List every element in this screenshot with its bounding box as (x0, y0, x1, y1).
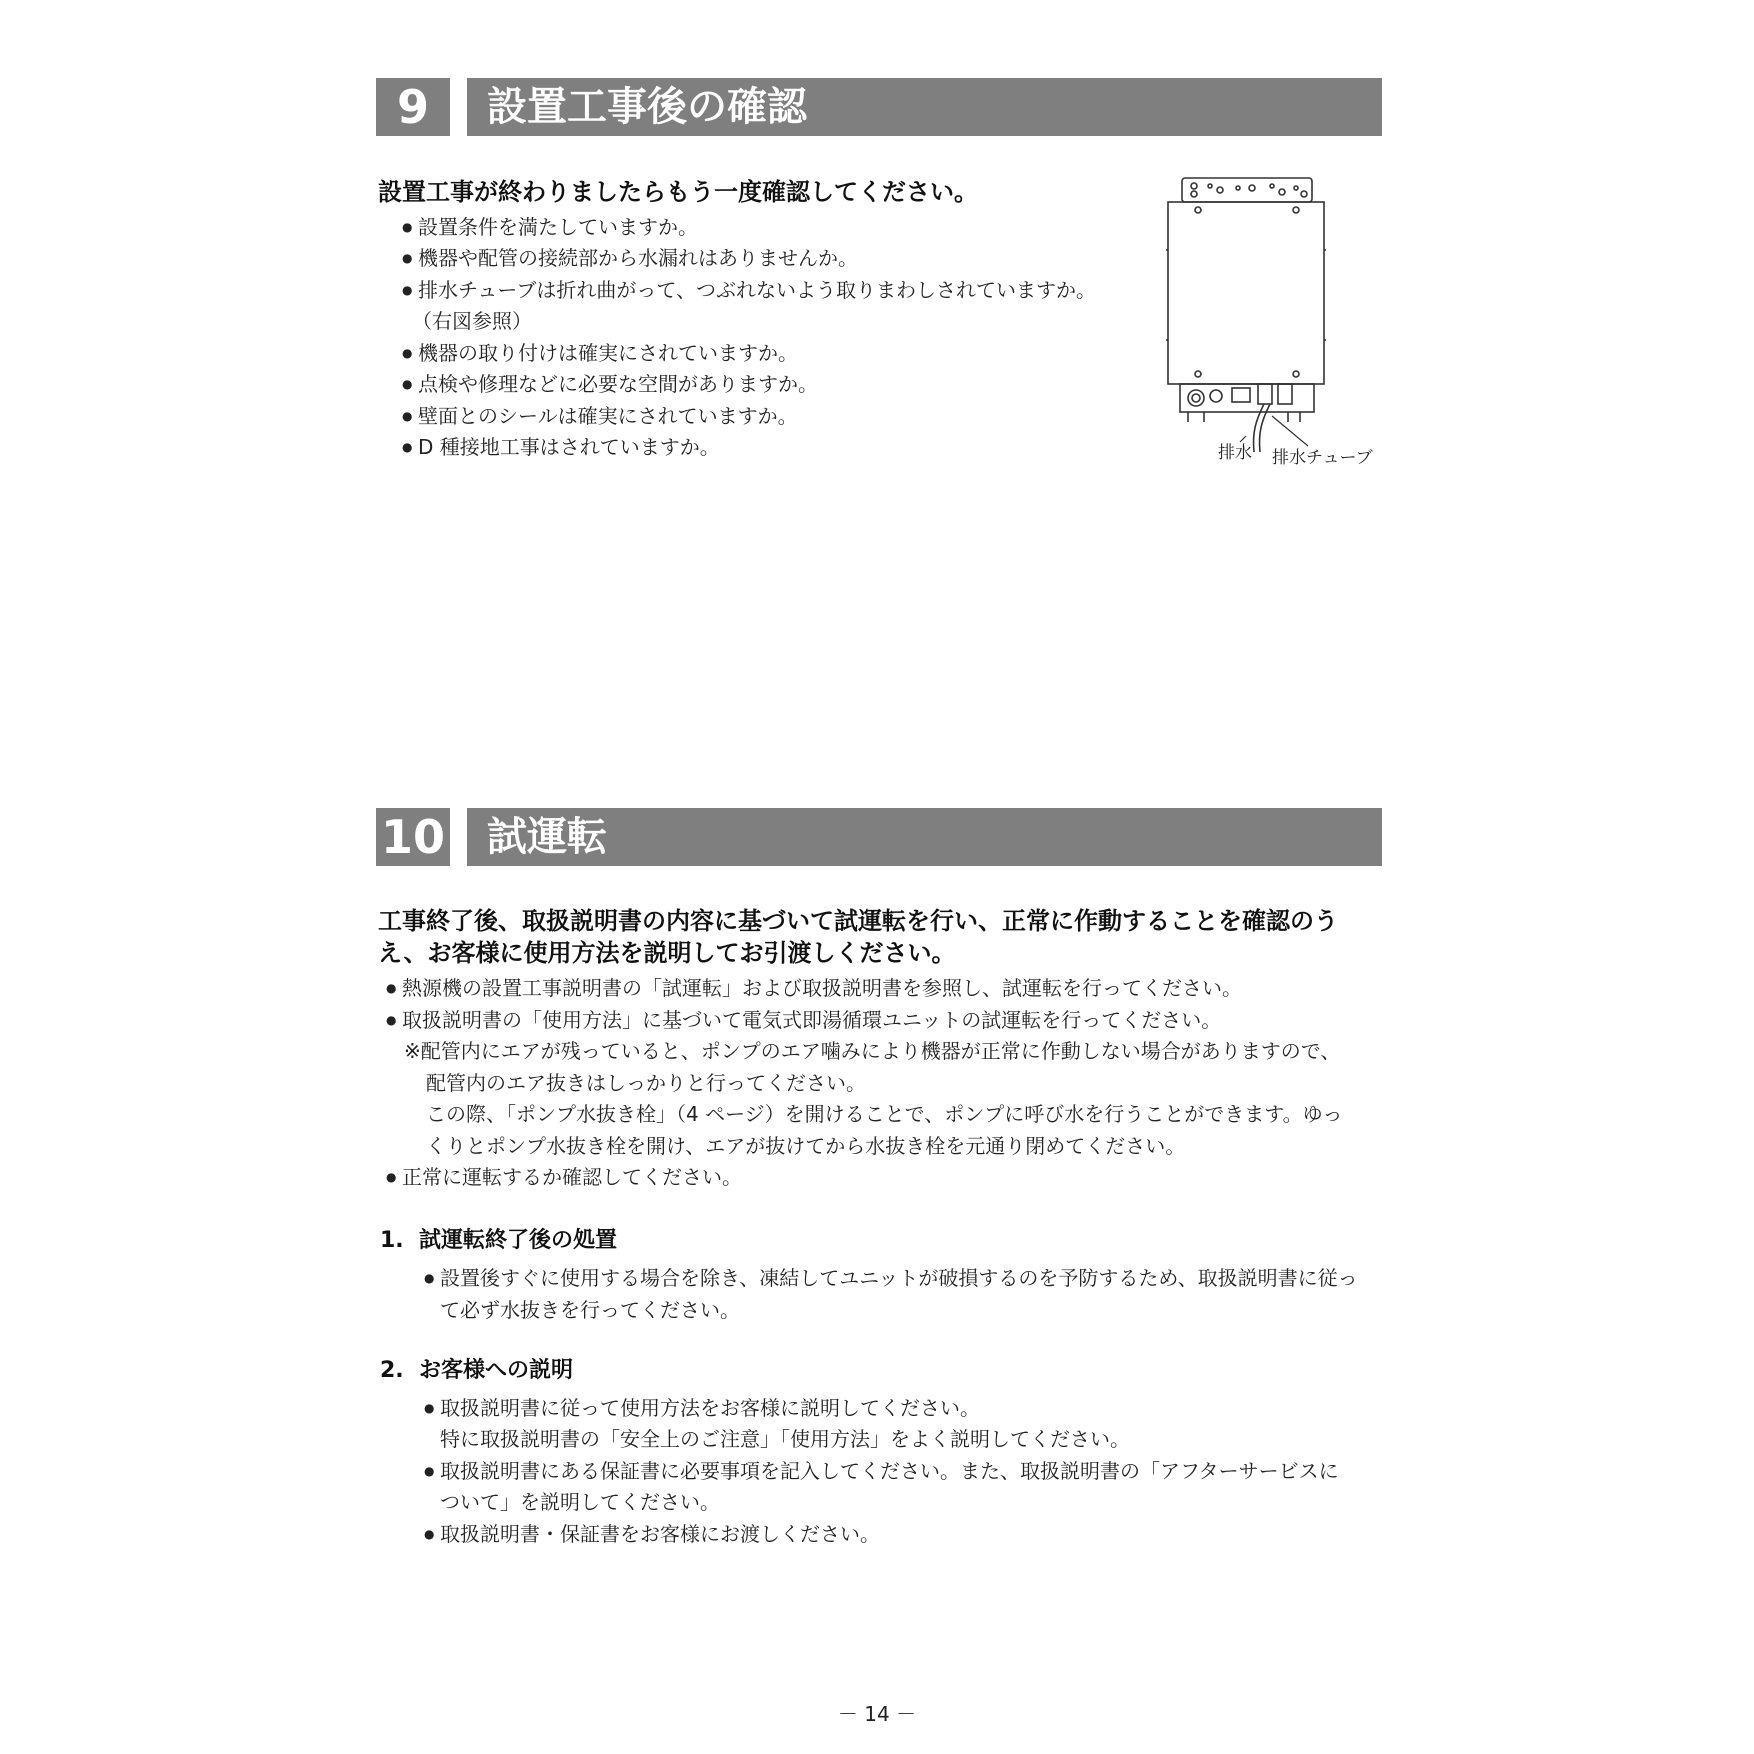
trial-run-item: ● 取扱説明書の「使用方法」に基づいて電気式即湯循環ユニットの試運転を行ってください。 (386, 1005, 1221, 1035)
page-number: － 14 － (837, 1702, 917, 1726)
section-10-number: 10 (376, 808, 450, 866)
subsection-1-heading: 1. 試運転終了後の処置 (380, 1228, 617, 1253)
subsection-2-item: ● 取扱説明書に従って使用方法をお客様に説明してください。 (424, 1393, 980, 1423)
figure-label-drain-tube: 排水チューブ (1272, 448, 1373, 468)
check-item: ● 壁面とのシールは確実にされていますか。 (402, 401, 798, 431)
section-9-lead: 設置工事が終わりましたらもう一度確認してください。 (378, 178, 978, 206)
subsection-2-item: ● 取扱説明書・保証書をお客様にお渡しください。 (424, 1519, 880, 1549)
section-9-title: 設置工事後の確認 (467, 78, 1382, 136)
section-10-title: 試運転 (467, 808, 1382, 866)
subsection-2-item: ● 取扱説明書にある保証書に必要事項を記入してください。また、取扱説明書の「アフターサービスに (424, 1456, 1339, 1486)
subsection-2-item-cont: ついて」を説明してください。 (440, 1490, 720, 1514)
subsection-2-heading: 2. お客様への説明 (380, 1358, 573, 1383)
trial-run-note: ※配管内にエアが残っていると、ポンプのエア噛みにより機器が正常に作動しない場合がありますので、 (404, 1039, 1341, 1063)
subsection-1-item: ● 設置後すぐに使用する場合を除き、凍結してユニットが破損するのを予防するため、取扱説明書に従っ (424, 1263, 1358, 1293)
check-item: ● 機器の取り付けは確実にされていますか。 (402, 338, 798, 368)
figure-label-drain: 排水 (1218, 443, 1252, 463)
section-9-number: 9 (376, 78, 450, 136)
section-10-lead-line1: 工事終了後、取扱説明書の内容に基づいて試運転を行い、正常に作動することを確認のう (378, 907, 1338, 935)
check-item: ● 機器や配管の接続部から水漏れはありませんか。 (402, 243, 858, 273)
trial-run-note: くりとポンプ水抜き栓を開け、エアが抜けてから水抜き栓を元通り閉めてください。 (426, 1134, 1186, 1158)
section-10-lead-line2: え、お客様に使用方法を説明してお引渡しください。 (378, 939, 956, 967)
subsection-1-item-cont: て必ず水抜きを行ってください。 (440, 1298, 740, 1322)
check-item-note: （右図参照） (412, 309, 532, 333)
check-item: ● 設置条件を満たしていますか。 (402, 212, 698, 242)
unit-drain-figure (1160, 170, 1390, 460)
trial-run-note: この際、「ポンプ水抜き栓」（4 ページ）を開けることで、ポンプに呼び水を行うことができます。ゆっ (426, 1102, 1343, 1126)
check-item: ● 点検や修理などに必要な空間がありますか。 (402, 369, 818, 399)
check-item: ● 排水チューブは折れ曲がって、つぶれないよう取りまわしされていますか。 (402, 275, 1096, 305)
trial-run-item: ● 正常に運転するか確認してください。 (386, 1162, 742, 1192)
check-item: ● D 種接地工事はされていますか。 (402, 432, 720, 462)
trial-run-item: ● 熱源機の設置工事説明書の「試運転」および取扱説明書を参照し、試運転を行ってください。 (386, 973, 1242, 1003)
trial-run-note: 配管内のエア抜きはしっかりと行ってください。 (426, 1071, 866, 1095)
subsection-2-item-cont: 特に取扱説明書の「安全上のご注意」「使用方法」をよく説明してください。 (440, 1427, 1130, 1451)
